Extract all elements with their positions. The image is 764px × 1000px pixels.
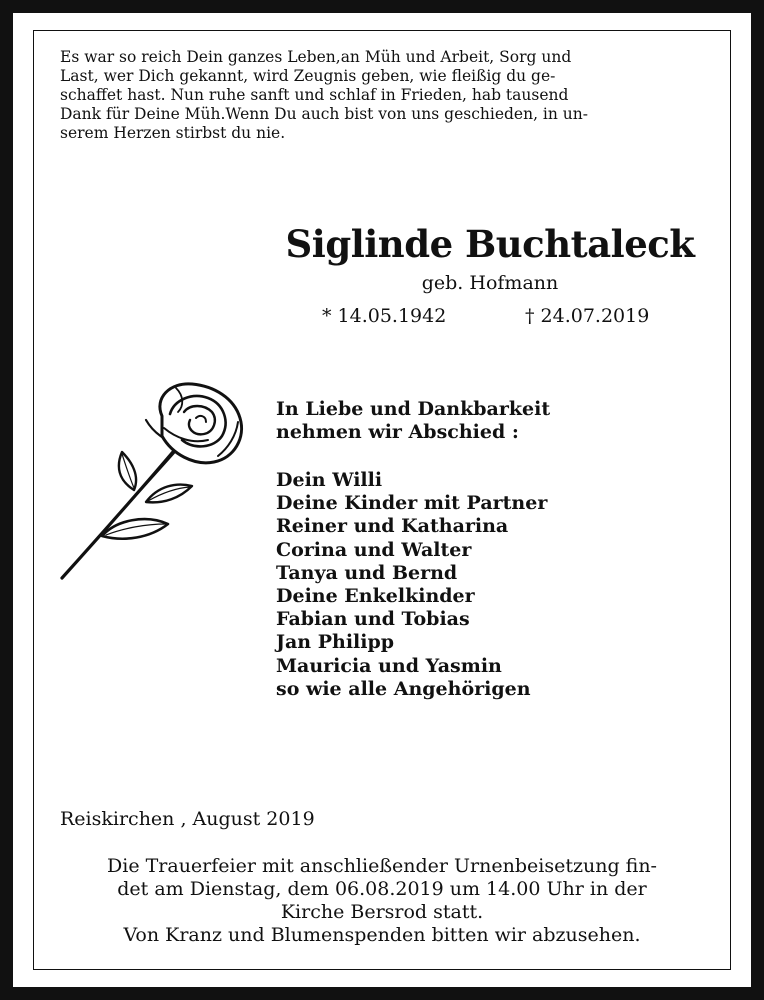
verse-line: Es war so reich Dein ganzes Leben,an Müh und Arbeit, Sorg und [60,48,572,66]
family-list [276,469,547,701]
notice-line: Von Kranz und Blumenspenden bitten wir abzusehen. [123,924,641,946]
verse-line: Dank für Deine Müh.Wenn Du auch bist von uns geschieden, in un- [60,105,588,123]
place-and-date: Reiskirchen , August 2019 [60,808,315,830]
notice-line: Die Trauerfeier mit anschließender Urnenbeisetzung fin- [107,855,657,877]
family-line: Tanya und Bernd [276,561,458,584]
family-line: Deine Kinder mit Partner [276,492,548,515]
intro-line: In Liebe und Dankbarkeit [276,398,551,420]
verse-line: serem Herzen stirbst du nie. [60,124,286,142]
family-line: Jan Philipp [276,631,395,654]
farewell-intro [276,398,550,444]
memorial-verse [60,48,700,143]
notice-line: det am Dienstag, dem 06.08.2019 um 14.00 Uhr in der [117,878,647,900]
family-line: Mauricia und Yasmin [276,654,502,677]
funeral-notice [40,855,724,947]
rose-icon [58,378,248,583]
intro-line: nehmen wir Abschied : [276,421,519,444]
family-line: Deine Enkelkinder [276,585,475,608]
deceased-name: Siglinde Buchtaleck [285,222,695,266]
family-line: Corina und Walter [276,538,472,561]
family-line: Dein Willi [276,469,383,491]
family-line: so wie alle Angehörigen [276,677,531,700]
birth-date: * 14.05.1942 [322,305,447,327]
death-date: † 24.07.2019 [525,305,650,327]
family-line: Reiner und Katharina [276,515,509,538]
family-line: Fabian und Tobias [276,608,470,631]
verse-line: schaffet hast. Nun ruhe sanft und schlaf in Frieden, hab tausend [60,86,569,104]
verse-line: Last, wer Dich gekannt, wird Zeugnis geben, wie fleißig du ge- [60,67,556,85]
maiden-name: geb. Hofmann [421,272,559,294]
notice-line: Kirche Bersrod statt. [280,901,484,923]
